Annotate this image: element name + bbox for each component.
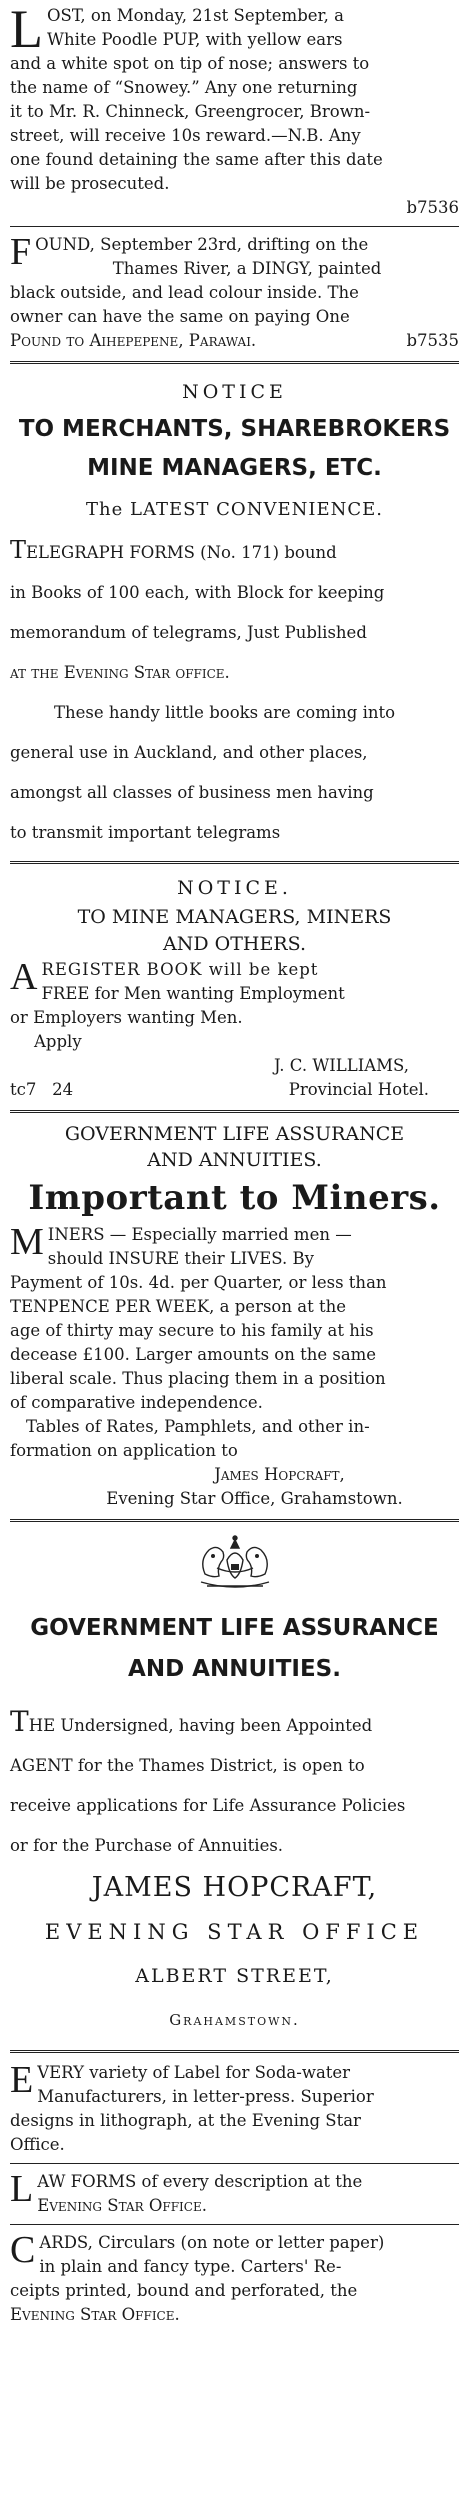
ad-body: [10, 2231, 459, 2327]
ad-heading: AND ANNUITIES.: [128, 1656, 341, 1682]
ad-line: Evening Star Office.: [37, 2196, 207, 2215]
ad-line: designs in lithograph, at the Evening Star: [10, 2111, 361, 2130]
ad-body: [10, 530, 459, 853]
lost-poodle-ad: [10, 0, 459, 220]
notice-heading: NOTICE: [182, 381, 287, 403]
ad-line: TELEGRAPH FORMS (No. 171) bound: [10, 536, 337, 564]
ad-body: [10, 958, 459, 1102]
ad-line: Pound to Aihepepene, Parawai.: [10, 331, 257, 350]
ad-heading: GOVERNMENT LIFE ASSURANCE: [30, 1615, 439, 1641]
ad-line: ceipts printed, bound and perforated, the: [10, 2281, 358, 2300]
signer-name: James Hopcraft,: [214, 1465, 345, 1484]
ad-line: black outside, and lead colour inside. The: [10, 283, 359, 302]
ad-line: AGENT for the Thames District, is open to: [10, 1756, 365, 1775]
ad-body: [10, 1223, 459, 1463]
ad-subheading: The LATEST CONVENIENCE.: [86, 499, 383, 520]
insurance-miners-ad: [10, 1121, 459, 1511]
ad-reference: b7535: [406, 331, 459, 350]
insurance-agent-ad: [10, 1530, 459, 2042]
divider: [10, 2163, 459, 2164]
ad-title: Important to Miners.: [28, 1178, 441, 1218]
found-dingy-ad: [10, 233, 459, 353]
ad-line: Evening Star Office.: [10, 2305, 180, 2324]
ad-last-line: [10, 329, 459, 353]
ad-line: receive applications for Life Assurance Policies: [10, 1796, 406, 1815]
apply-line: Apply: [34, 1032, 82, 1051]
ad-line: amongst all classes of business men having: [10, 783, 374, 802]
agent-street: ALBERT STREET,: [135, 1965, 334, 1987]
divider: [10, 1110, 459, 1113]
ad-line: Office.: [10, 2135, 65, 2154]
ad-line: of comparative independence.: [10, 1393, 263, 1412]
ad-heading: GOVERNMENT LIFE ASSURANCE: [64, 1123, 405, 1145]
ad-line: Manufacturers, in letter-press. Superior: [37, 2087, 374, 2106]
ad-line: it to Mr. R. Chinneck, Greengrocer, Brown-: [10, 102, 371, 121]
ad-heading: MINE MANAGERS, ETC.: [87, 455, 382, 481]
drop-cap: T: [10, 536, 27, 564]
ad-line: Tables of Rates, Pamphlets, and other in-: [26, 1417, 370, 1436]
ad-line: liberal scale. Thus placing them in a position: [10, 1369, 386, 1388]
ad-line: should INSURE their LIVES. By: [47, 1249, 314, 1268]
ad-heading: AND OTHERS.: [163, 933, 306, 955]
agent-office: EVENING STAR OFFICE: [44, 1920, 425, 1944]
ad-line: one found detaining the same after this date: [10, 150, 383, 169]
drop-cap: A: [10, 956, 38, 998]
ad-body: [10, 2061, 459, 2157]
ad-heading: AND ANNUITIES.: [147, 1149, 322, 1171]
ad-line: in plain and fancy type. Carters' Re-: [39, 2257, 342, 2276]
divider: [10, 226, 459, 227]
ad-line: OUND, September 23rd, drifting on the: [35, 235, 369, 254]
ad-line: or for the Purchase of Annuities.: [10, 1836, 284, 1855]
ad-line: street, will receive 10s reward.—N.B. Any: [10, 126, 361, 145]
ad-line: formation on application to: [10, 1441, 238, 1460]
ad-line: owner can have the same on paying One: [10, 307, 350, 326]
register-book-ad: [10, 872, 459, 1102]
ad-reference: b7536: [406, 198, 459, 217]
ad-body: [10, 2170, 459, 2218]
drop-cap: E: [10, 2059, 34, 2101]
ad-body: [10, 233, 459, 353]
ad-line: OST, on Monday, 21st September, a: [47, 6, 344, 25]
ad-reference: tc7 24: [10, 1080, 74, 1099]
ad-line: decease £100. Larger amounts on the same: [10, 1345, 377, 1364]
ad-heading: TO MERCHANTS, SHAREBROKERS: [18, 416, 451, 442]
ad-line: VERY variety of Label for Soda-water: [37, 2063, 351, 2082]
agent-town: Grahamstown.: [169, 2011, 300, 2029]
signer-name: J. C. WILLIAMS,: [273, 1056, 409, 1075]
divider: [10, 1519, 459, 1522]
ad-line: Thames River, a DINGY, painted: [112, 259, 382, 278]
drop-cap: M: [10, 1221, 44, 1263]
drop-cap: T: [10, 1705, 29, 1738]
drop-cap: C: [10, 2229, 36, 2271]
ad-line: White Poodle PUP, with yellow ears: [47, 30, 343, 49]
ad-body: [10, 0, 459, 196]
divider: [10, 361, 459, 364]
ad-line: general use in Auckland, and other places,: [10, 743, 368, 762]
ad-line: age of thirty may secure to his family at his: [10, 1321, 374, 1340]
ad-heading: TO MINE MANAGERS, MINERS: [77, 906, 392, 928]
ad-line: FREE for Men wanting Employment: [41, 984, 345, 1003]
divider: [10, 2050, 459, 2053]
ad-line: or Employers wanting Men.: [10, 1008, 243, 1027]
ad-line: the name of “Snowey.” Any one returning: [10, 78, 358, 97]
drop-cap: F: [10, 231, 32, 273]
ad-line: TENPENCE PER WEEK, a person at the: [10, 1297, 346, 1316]
ad-body: [10, 1702, 459, 1866]
ad-line: INERS — Especially married men —: [47, 1225, 352, 1244]
signer-place: Provincial Hotel.: [288, 1080, 429, 1099]
labels-ad: [10, 2061, 459, 2157]
cards-ad: [10, 2231, 459, 2327]
divider: [10, 2224, 459, 2225]
divider: [10, 861, 459, 864]
ad-line: memorandum of telegrams, Just Published: [10, 623, 367, 642]
ad-line: AW FORMS of every description at the: [37, 2172, 363, 2191]
telegraph-forms-ad: [10, 372, 459, 853]
ad-line: to transmit important telegrams: [10, 823, 281, 842]
ad-line: THE Undersigned, having been Appointed: [10, 1705, 373, 1738]
ad-line: at the Evening Star office.: [10, 663, 230, 682]
signer-office: Evening Star Office, Grahamstown.: [106, 1489, 403, 1508]
ad-line: ARDS, Circulars (on note or letter paper): [39, 2233, 385, 2252]
agent-name: JAMES HOPCRAFT,: [91, 1872, 378, 1903]
ad-line: and a white spot on tip of nose; answers to: [10, 54, 370, 73]
ad-line: Payment of 10s. 4d. per Quarter, or less than: [10, 1273, 387, 1292]
ad-line: in Books of 100 each, with Block for keeping: [10, 583, 385, 602]
signer-place-row: [10, 1078, 459, 1102]
ad-line: These handy little books are coming into: [54, 703, 396, 722]
drop-cap: L: [10, 2168, 34, 2210]
ad-line: will be prosecuted.: [10, 174, 170, 193]
drop-cap: L: [10, 0, 43, 59]
ad-line: REGISTER BOOK will be kept: [41, 960, 319, 979]
law-forms-ad: [10, 2170, 459, 2218]
royal-crest-icon: [187, 1530, 283, 1594]
notice-heading: NOTICE.: [177, 877, 292, 899]
